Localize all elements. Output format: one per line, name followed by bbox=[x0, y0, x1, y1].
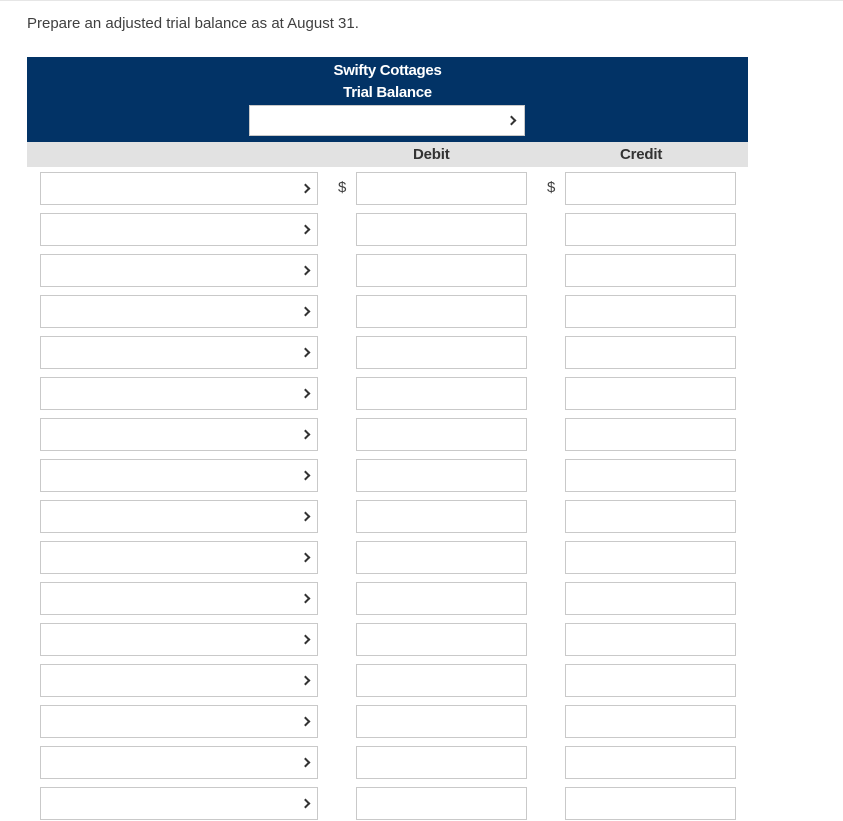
chevron-down-icon bbox=[301, 512, 311, 522]
credit-input[interactable] bbox=[565, 664, 736, 697]
debit-input[interactable] bbox=[356, 623, 527, 656]
chevron-down-icon bbox=[301, 389, 311, 399]
debit-input[interactable] bbox=[356, 705, 527, 738]
credit-input[interactable] bbox=[565, 541, 736, 574]
debit-input[interactable] bbox=[356, 459, 527, 492]
debit-input[interactable] bbox=[356, 582, 527, 615]
account-select[interactable] bbox=[40, 295, 318, 328]
table-row bbox=[0, 541, 843, 575]
credit-input[interactable] bbox=[565, 254, 736, 287]
instruction-text: Prepare an adjusted trial balance as at August 31. bbox=[27, 15, 359, 32]
chevron-down-icon bbox=[301, 184, 311, 194]
account-select[interactable] bbox=[40, 172, 318, 205]
table-row bbox=[0, 295, 843, 329]
credit-input[interactable] bbox=[565, 172, 736, 205]
credit-input[interactable] bbox=[565, 295, 736, 328]
credit-input[interactable] bbox=[565, 418, 736, 451]
company-name: Swifty Cottages bbox=[333, 62, 442, 79]
table-row bbox=[0, 254, 843, 288]
debit-input[interactable] bbox=[356, 664, 527, 697]
chevron-down-icon bbox=[301, 307, 311, 317]
table-row bbox=[0, 582, 843, 616]
top-divider bbox=[0, 0, 843, 1]
debit-input[interactable] bbox=[356, 787, 527, 820]
credit-input[interactable] bbox=[565, 582, 736, 615]
table-row bbox=[0, 377, 843, 411]
credit-input[interactable] bbox=[565, 746, 736, 779]
credit-input[interactable] bbox=[565, 377, 736, 410]
account-select[interactable] bbox=[40, 459, 318, 492]
chevron-down-icon bbox=[301, 635, 311, 645]
debit-input[interactable] bbox=[356, 418, 527, 451]
chevron-down-icon bbox=[301, 225, 311, 235]
table-row bbox=[0, 418, 843, 452]
debit-input[interactable] bbox=[356, 500, 527, 533]
debit-input[interactable] bbox=[356, 377, 527, 410]
debit-input[interactable] bbox=[356, 746, 527, 779]
chevron-down-icon bbox=[301, 758, 311, 768]
debit-currency-symbol: $ bbox=[338, 179, 347, 196]
table-row bbox=[0, 336, 843, 370]
chevron-down-icon bbox=[301, 430, 311, 440]
credit-input[interactable] bbox=[565, 623, 736, 656]
debit-input[interactable] bbox=[356, 254, 527, 287]
credit-input[interactable] bbox=[565, 213, 736, 246]
debit-input[interactable] bbox=[356, 172, 527, 205]
debit-input[interactable] bbox=[356, 336, 527, 369]
account-select[interactable] bbox=[40, 746, 318, 779]
chevron-down-icon bbox=[301, 799, 311, 809]
chevron-down-icon bbox=[301, 594, 311, 604]
chevron-down-icon bbox=[301, 676, 311, 686]
credit-column-header: Credit bbox=[620, 146, 663, 163]
debit-input[interactable] bbox=[356, 213, 527, 246]
chevron-down-icon bbox=[301, 348, 311, 358]
account-select[interactable] bbox=[40, 254, 318, 287]
table-row bbox=[0, 787, 843, 821]
table-row bbox=[0, 746, 843, 780]
table-row bbox=[0, 459, 843, 493]
chevron-down-icon bbox=[301, 471, 311, 481]
account-select[interactable] bbox=[40, 787, 318, 820]
account-select[interactable] bbox=[40, 213, 318, 246]
credit-input[interactable] bbox=[565, 787, 736, 820]
table-row bbox=[0, 500, 843, 534]
chevron-down-icon bbox=[301, 553, 311, 563]
account-select[interactable] bbox=[40, 500, 318, 533]
date-select[interactable] bbox=[249, 105, 525, 136]
debit-input[interactable] bbox=[356, 295, 527, 328]
account-select[interactable] bbox=[40, 623, 318, 656]
table-row bbox=[0, 623, 843, 657]
account-select[interactable] bbox=[40, 664, 318, 697]
table-row bbox=[0, 705, 843, 739]
credit-input[interactable] bbox=[565, 336, 736, 369]
credit-input[interactable] bbox=[565, 500, 736, 533]
table-row bbox=[0, 664, 843, 698]
account-select[interactable] bbox=[40, 541, 318, 574]
credit-input[interactable] bbox=[565, 459, 736, 492]
credit-currency-symbol: $ bbox=[547, 179, 556, 196]
column-header-row bbox=[27, 142, 748, 167]
chevron-down-icon bbox=[507, 116, 517, 126]
chevron-down-icon bbox=[301, 717, 311, 727]
statement-header bbox=[27, 57, 748, 142]
account-select[interactable] bbox=[40, 418, 318, 451]
table-row bbox=[0, 172, 843, 206]
account-select[interactable] bbox=[40, 377, 318, 410]
table-row bbox=[0, 213, 843, 247]
credit-input[interactable] bbox=[565, 705, 736, 738]
account-select[interactable] bbox=[40, 336, 318, 369]
chevron-down-icon bbox=[301, 266, 311, 276]
debit-column-header: Debit bbox=[413, 146, 450, 163]
account-select[interactable] bbox=[40, 582, 318, 615]
statement-title: Trial Balance bbox=[343, 84, 432, 101]
debit-input[interactable] bbox=[356, 541, 527, 574]
account-select[interactable] bbox=[40, 705, 318, 738]
